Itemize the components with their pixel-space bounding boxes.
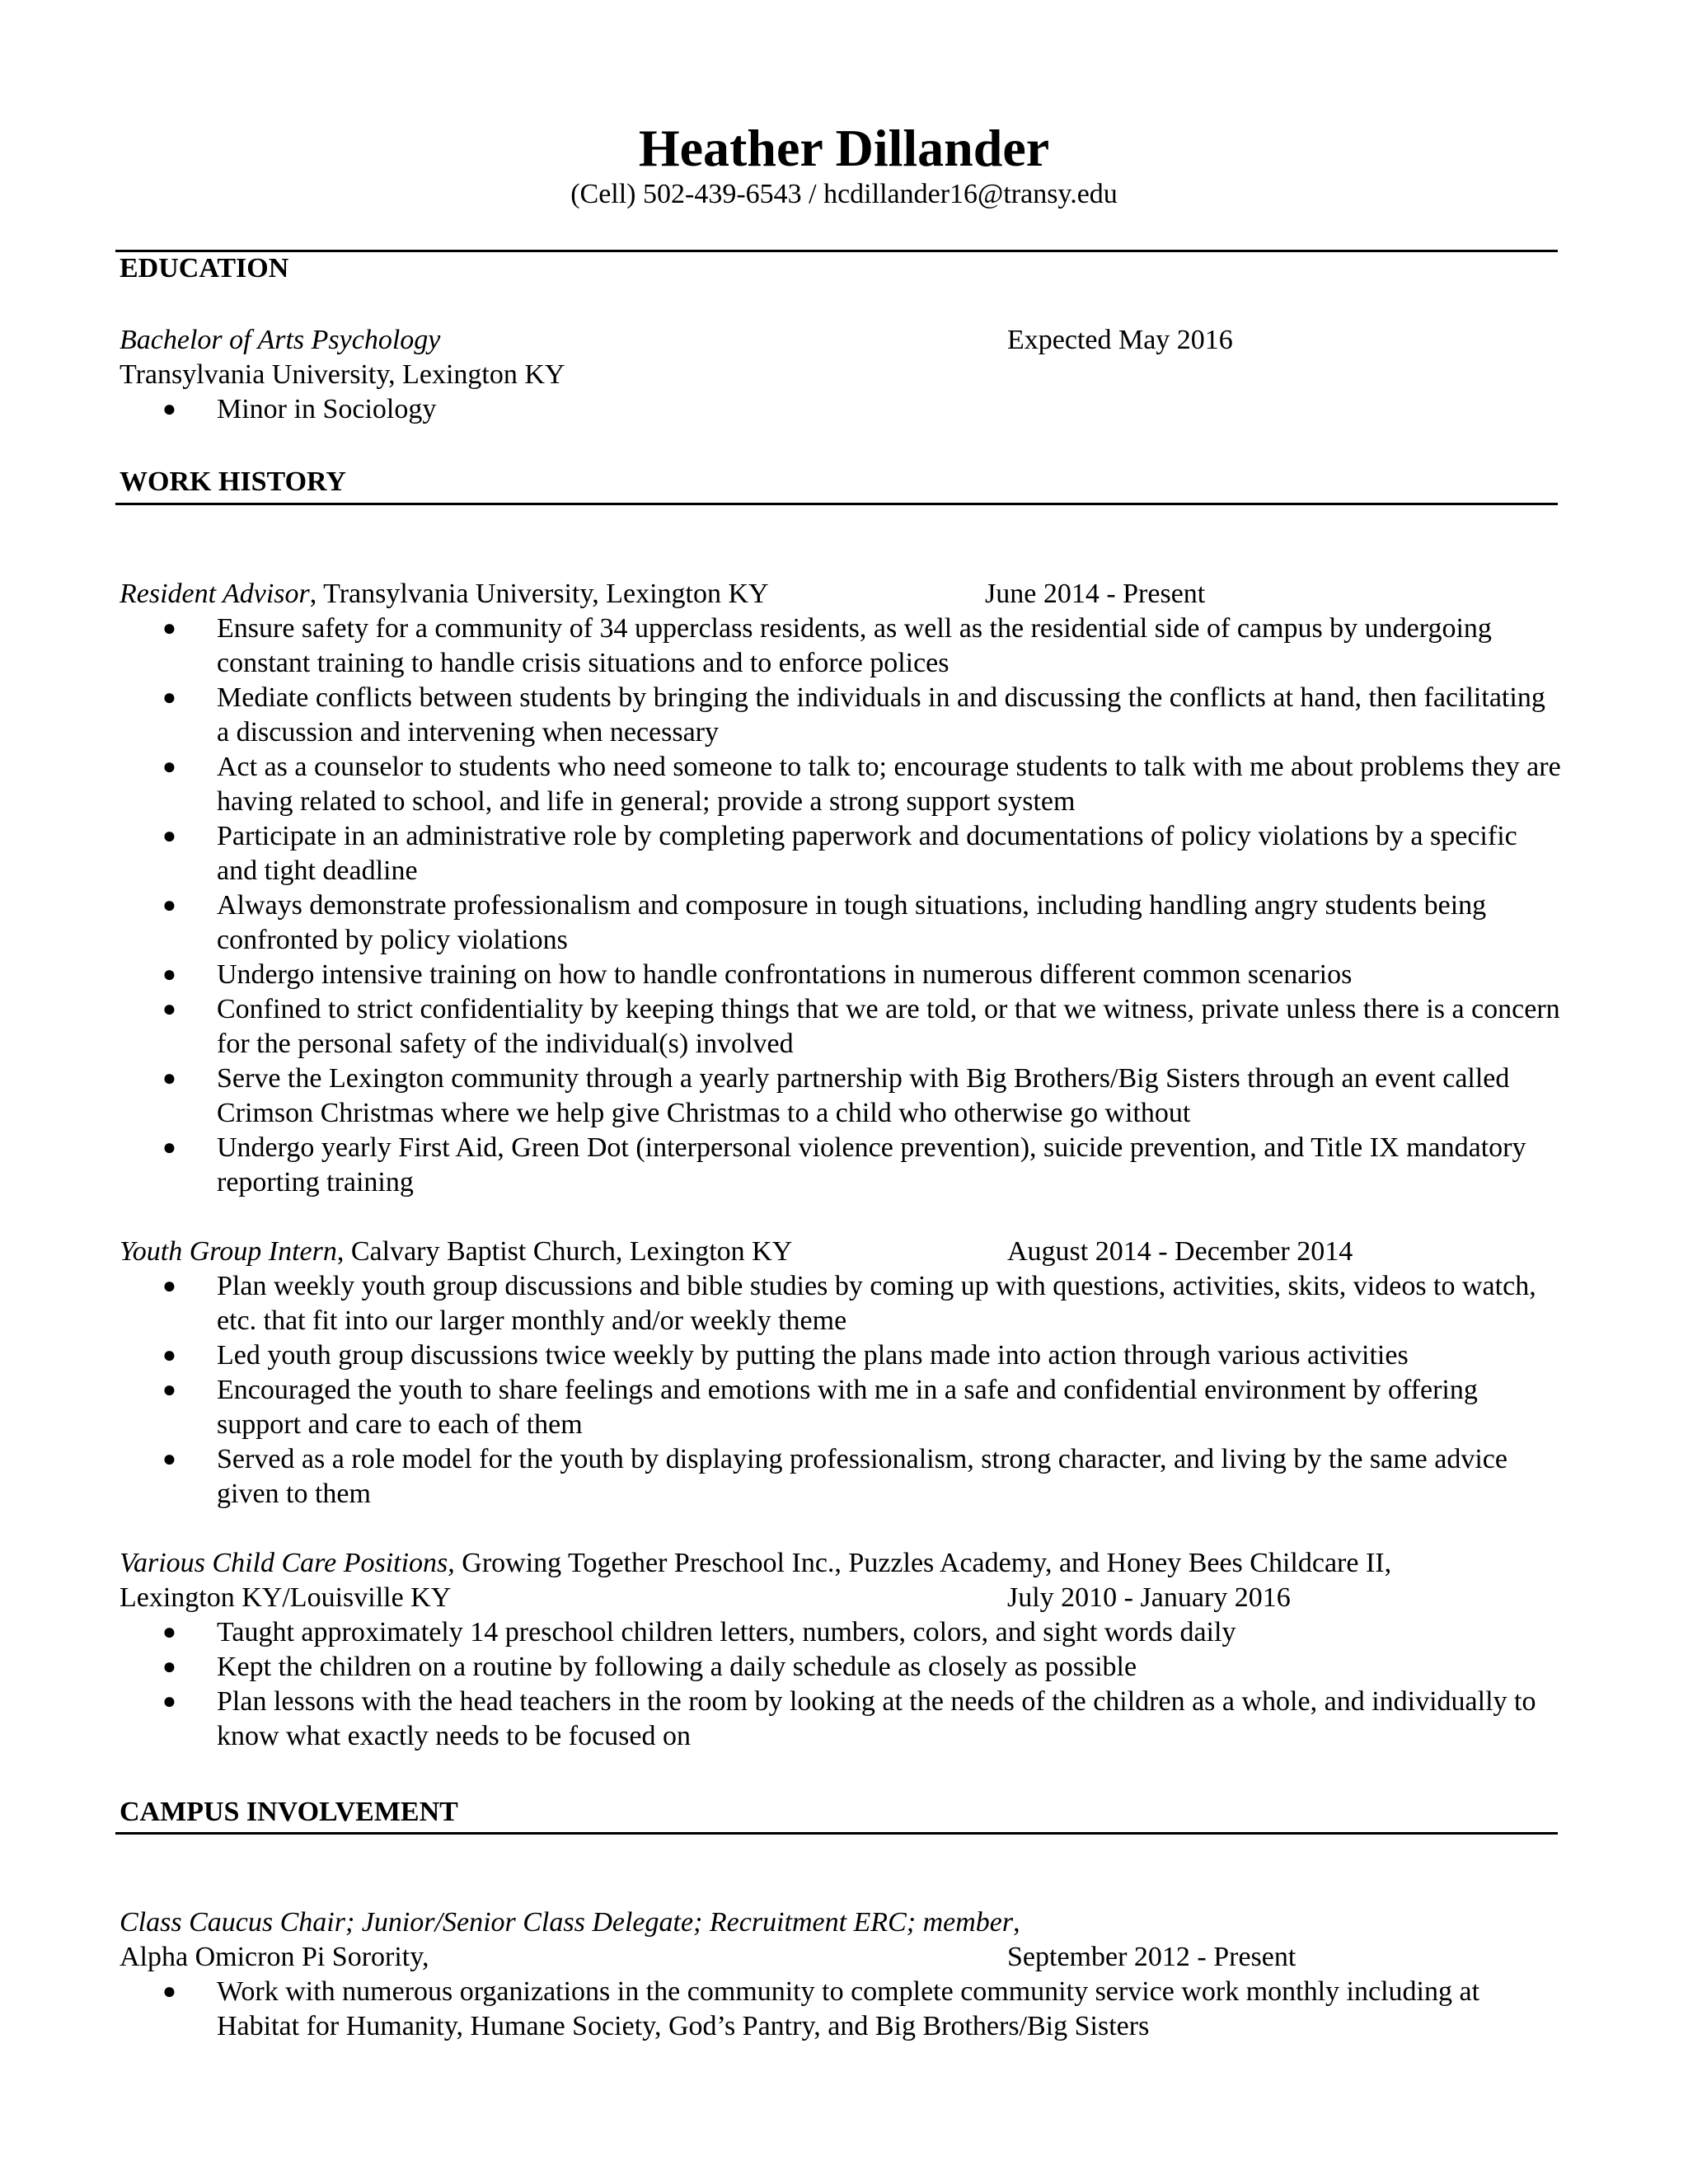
campus-org: Alpha Omicron Pi Sorority,	[120, 1942, 429, 1972]
list-item: ● Plan lessons with the head teachers in the room by looking at the needs of the children as a whole, and individually to know what exactly needs to be focused on	[162, 1686, 1536, 1751]
list-item: ● Work with numerous organizations in the community to complete community service work monthly including at Habitat for Humanity, Humane Society, God’s Pantry, and Big Brothers/Big Sisters	[162, 1976, 1480, 2041]
job-org: Growing Together Preschool Inc., Puzzles Academy, and Honey Bees Childcare II,	[454, 1548, 1392, 1578]
work-history-heading: WORK HISTORY	[120, 466, 346, 497]
list-item: ● Plan weekly youth group discussions and bible studies by coming up with questions, activities, skits, videos to watch, etc. that fit into our larger monthly and/or weekly theme	[162, 1271, 1536, 1336]
bullet-icon: ●	[162, 1377, 176, 1403]
list-item: ● Serve the Lexington community through a yearly partnership with Big Brothers/Big Sisters through an event called Crimson Christmas where we help give Christmas to a child who otherwise go without	[162, 1063, 1510, 1128]
education-bullets	[120, 392, 1562, 427]
section-divider	[115, 503, 1558, 505]
bullet-icon: ●	[162, 1066, 176, 1091]
contact-info: (Cell) 502-439-6543 / hcdillander16@transy.edu	[570, 179, 1118, 209]
list-item: ● Participate in an administrative role by completing paperwork and documentations of policy violations by a specific and tight deadline	[162, 821, 1517, 886]
job-date: August 2014 - December 2014	[1007, 1236, 1353, 1267]
job-role: Resident Advisor	[120, 579, 310, 609]
job-role: Various Child Care Positions,	[120, 1548, 455, 1578]
job-bullets	[120, 1615, 1562, 1754]
education-heading: EDUCATION	[120, 253, 289, 284]
bullet-icon: ●	[162, 1689, 176, 1714]
job-bullets	[120, 1269, 1562, 1511]
campus-bullets	[120, 1975, 1562, 2044]
job-title-line	[120, 1546, 1391, 1581]
job-date: July 2010 - January 2016	[1007, 1582, 1291, 1613]
list-item: ● Always demonstrate professionalism and composure in tough situations, including handling angry students being confronted by policy violations	[162, 890, 1487, 955]
job-org: , Calvary Baptist Church, Lexington KY	[336, 1236, 793, 1267]
bullet-icon: ●	[162, 1446, 176, 1472]
job-role: Youth Group Intern	[120, 1236, 337, 1267]
bullet-icon: ●	[162, 1273, 176, 1299]
job-location: Lexington KY/Louisville KY	[120, 1582, 452, 1613]
job-org: , Transylvania University, Lexington KY	[309, 579, 769, 609]
list-item: ● Act as a counselor to students who need someone to talk to; encourage students to talk with me about problems they are having related to school, and life in general; provide a strong support system	[162, 752, 1561, 817]
job-date: June 2014 - Present	[985, 579, 1206, 609]
list-item: ● Kept the children on a routine by following a daily schedule as closely as possible	[120, 1650, 1562, 1685]
list-item: ● Encouraged the youth to share feelings and emotions with me in a safe and confidential environment by offering support and care to each of them	[162, 1375, 1478, 1440]
list-item: ● Undergo intensive training on how to handle confrontations in numerous different common scenarios	[120, 958, 1562, 992]
bullet-icon: ●	[162, 1654, 176, 1680]
list-item: ● Minor in Sociology	[120, 392, 1562, 427]
job-bullets	[120, 612, 1562, 1200]
bullet-icon: ●	[162, 754, 176, 780]
campus-role: Class Caucus Chair; Junior/Senior Class Delegate; Recruitment ERC; member	[120, 1907, 1014, 1938]
bullet-icon: ●	[162, 1135, 176, 1160]
section-divider	[115, 1832, 1558, 1835]
education-degree: Bachelor of Arts Psychology	[120, 325, 441, 355]
list-item: ● Led youth group discussions twice weekly by putting the plans made into action through various activities	[120, 1338, 1562, 1373]
list-item: ● Served as a role model for the youth by displaying professionalism, strong character, and living by the same advice given to them	[162, 1444, 1507, 1509]
campus-role-suffix: ,	[1013, 1907, 1020, 1938]
job-title-line	[120, 577, 769, 612]
campus-role-line	[120, 1905, 1020, 1940]
bullet-icon: ●	[162, 823, 176, 849]
list-item: ● Undergo yearly First Aid, Green Dot (interpersonal violence prevention), suicide prevention, and Title IX mandatory reporting training	[162, 1132, 1526, 1197]
list-item: ● Taught approximately 14 preschool children letters, numbers, colors, and sight words daily	[120, 1615, 1562, 1650]
campus-involvement-heading: CAMPUS INVOLVEMENT	[120, 1797, 458, 1827]
education-school: Transylvania University, Lexington KY	[120, 359, 565, 390]
bullet-icon: ●	[162, 996, 176, 1022]
list-item: ● Confined to strict confidentiality by keeping things that we are told, or that we witness, private unless there is a concern for the personal safety of the individual(s) involved	[162, 994, 1560, 1059]
bullet-icon: ●	[162, 616, 176, 641]
bullet-icon: ●	[162, 1979, 176, 2004]
job-title-line	[120, 1235, 792, 1269]
section-divider	[115, 250, 1558, 252]
bullet-icon: ●	[162, 893, 176, 918]
bullet-icon: ●	[162, 1619, 176, 1645]
bullet-icon: ●	[162, 396, 176, 422]
list-item: ● Ensure safety for a community of 34 upperclass residents, as well as the residential side of campus by undergoing constant training to handle crisis situations and to enforce polices	[162, 613, 1492, 678]
bullet-icon: ●	[162, 962, 176, 987]
bullet-icon: ●	[162, 1343, 176, 1368]
list-item: ● Mediate conflicts between students by bringing the individuals in and discussing the conflicts at hand, then facilitating a discussion and intervening when necessary	[162, 682, 1545, 748]
bullet-icon: ●	[162, 685, 176, 710]
resume-name: Heather Dillander	[638, 119, 1050, 177]
campus-date: September 2012 - Present	[1007, 1942, 1296, 1972]
education-date: Expected May 2016	[1007, 325, 1233, 355]
